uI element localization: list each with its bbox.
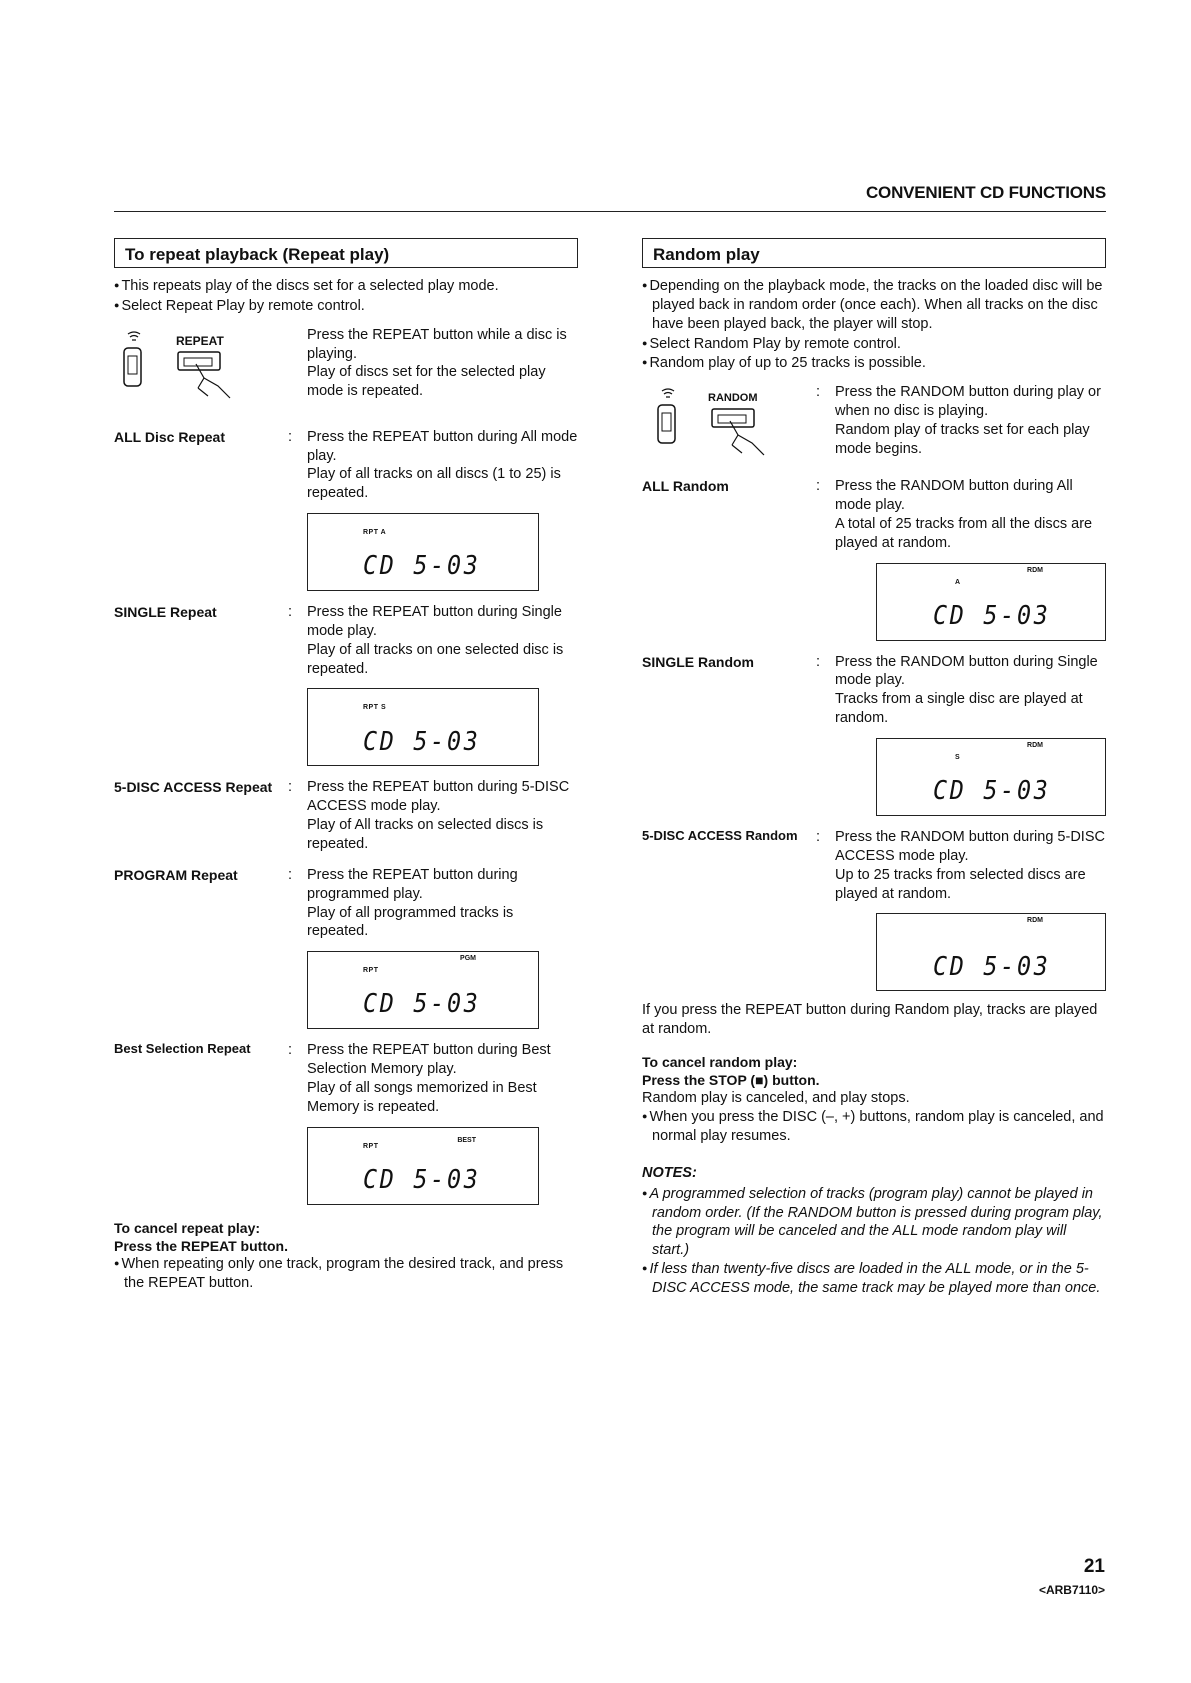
random-intro-line: ● Select Random Play by remote control. [642,335,1106,354]
lcd-display [876,913,1106,991]
mode-line: Tracks from a single disc are played at random. [835,691,1083,727]
lcd-readout: CD 5-03 [363,1164,481,1195]
model-code: <ARB7110> [1038,1583,1105,1597]
random-button-label: RANDOM [708,392,758,405]
lcd-indicator: RPT [363,1142,379,1150]
page-header: CONVENIENT CD FUNCTIONS [865,183,1106,202]
mode-description [307,1041,578,1116]
random-remote-block [642,383,1106,463]
repeat-button-label: REPEAT [176,333,224,348]
mode-program-repeat [114,866,578,941]
mode-colon: : [816,478,821,495]
mode-line: Press the RANDOM button during All mode play. [835,478,1073,514]
lcd-display [307,951,539,1029]
mode-single-random [642,653,1106,728]
mode-label: ALL Disc Repeat [114,428,225,445]
lcd-indicator-right: RDM [1027,917,1043,925]
mode-colon: : [288,779,293,796]
lcd-indicator-right: RDM [1027,741,1043,749]
mode-colon: : [288,428,293,445]
random-remote-line: Random play of tracks set for each play mode begins. [835,421,1090,457]
mode-line: A total of 25 tracks from all the discs are played at random. [835,515,1093,551]
repeat-remote-text [307,326,578,406]
mode-single-repeat [114,603,578,678]
mode-all-disc-repeat [114,428,578,503]
cancel-random-section [642,1053,1106,1146]
cancel-repeat-title: To cancel repeat play: [114,1219,261,1236]
lcd-indicator: RPT S [363,704,387,712]
lcd-indicator-right: PGM [460,955,476,963]
random-intro [642,277,1106,373]
mode-line: Press the REPEAT button during Best Selection Memory play. [307,1042,551,1078]
mode-label: 5-DISC ACCESS Random [642,827,798,843]
mode-line: Press the RANDOM button during Single mode play. [835,653,1098,689]
mode-line: Up to 25 tracks from selected discs are played at random. [835,866,1086,902]
repeat-remote-figure [114,326,307,406]
mode-description [835,477,1106,552]
cancel-repeat-section [114,1219,578,1293]
mode-line: Play of all songs memorized in Best Memory is repeated. [307,1079,537,1115]
repeat-remote-block [114,326,578,406]
repeat-intro-line: ● Select Repeat Play by remote control. [114,297,578,316]
repeat-remote-line: Press the REPEAT button while a disc is playing. [307,326,567,362]
cancel-random-title: To cancel random play: [642,1054,798,1071]
mode-line: Play of All tracks on selected discs is repeated. [307,817,544,852]
lcd-indicator-right: BEST [457,1136,476,1144]
lcd-display [876,738,1106,816]
mode-line: Play of all programmed tracks is repeated. [307,904,514,940]
mode-label: SINGLE Random [642,653,755,670]
notes-section [642,1164,1106,1298]
lcd-indicator-right: RDM [1027,566,1043,574]
repeat-remote-line: Play of discs set for the selected play mode is repeated. [307,364,546,400]
random-remote-figure [642,383,816,463]
lcd-readout: CD 5-03 [363,989,481,1020]
random-intro-line: ● Depending on the playback mode, the tracks on the loaded disc will be played back in random order (once each). When all tracks on the disc have been played back, the player will stop. [642,277,1106,334]
mode-label: SINGLE Repeat [114,604,217,621]
repeat-intro-line: ● This repeats play of the discs set for a selected play mode. [114,277,578,296]
mode-colon: : [816,828,821,845]
mode-label: PROGRAM Repeat [114,866,238,883]
lcd-readout: CD 5-03 [363,726,481,757]
lcd-indicator: RPT [363,967,379,975]
lcd-display [876,563,1106,641]
mode-description [307,428,578,503]
repeat-play-section [114,238,578,1293]
mode-label: 5-DISC ACCESS Repeat [114,779,273,796]
mode-line: Play of all tracks on all discs (1 to 25) is repeated. [307,466,561,502]
mode-all-random [642,477,1106,552]
mode-line: Press the REPEAT button during Single mode play. [307,604,562,639]
lcd-indicator: S [955,753,961,761]
random-repeat-note: If you press the REPEAT button during Random play, tracks are played at random. [642,1002,1098,1038]
hand-press-icon [176,350,246,400]
note-item: ● If less than twenty-five discs are loaded in the ALL mode, or in the 5-DISC ACCESS mode, the same track may be played more than once. [642,1260,1106,1298]
lcd-indicator: RPT A [363,529,387,537]
lcd-readout: CD 5-03 [933,951,1051,982]
mode-line: Play of all tracks on one selected disc is repeated. [307,641,564,677]
mode-5-disc-access-random [642,828,1106,903]
random-play-section [642,238,1106,1298]
lcd-readout: CD 5-03 [933,600,1051,631]
random-intro-line: ● Random play of up to 25 tracks is possible. [642,354,1106,373]
lcd-display [307,513,539,591]
mode-line: Press the REPEAT button during All mode play. [307,428,578,464]
mode-label: Best Selection Repeat [114,1041,251,1057]
mode-line: Press the REPEAT button during 5-DISC ACCESS mode play. [307,779,570,815]
cancel-repeat-action: Press the REPEAT button. [114,1237,288,1254]
lcd-display [307,1127,539,1205]
note-item: ● A programmed selection of tracks (program play) cannot be played in random order. (If the RANDOM button is pressed during program play, the program will be canceled and the ALL mode random play will start.) [642,1185,1106,1260]
notes-title: NOTES: [642,1164,697,1181]
mode-5-disc-access-repeat [114,778,578,853]
mode-label: ALL Random [642,478,729,495]
header-rule [114,211,1106,212]
lcd-readout: CD 5-03 [363,551,481,582]
random-remote-text [835,383,1106,463]
cancel-repeat-note: ● When repeating only one track, program the desired track, and press the REPEAT button. [114,1255,578,1293]
mode-colon: : [816,653,821,670]
mode-colon: : [816,384,821,401]
mode-colon: : [288,866,293,883]
mode-line: Press the RANDOM button during 5-DISC ACCESS mode play. [835,828,1105,864]
mode-description [835,653,1106,728]
repeat-play-title: To repeat playback (Repeat play) [114,238,578,268]
lcd-readout: CD 5-03 [933,776,1051,807]
lcd-display [307,688,539,766]
mode-line: Press the REPEAT button during programmed play. [307,866,518,902]
cancel-random-action: Press the STOP (■) button. [642,1072,820,1089]
random-play-title: Random play [642,238,1106,268]
random-remote-line: Press the RANDOM button during play or when no disc is playing. [835,384,1101,420]
mode-colon: : [288,1042,293,1059]
mode-description [307,778,578,853]
mode-description [307,866,578,941]
repeat-intro [114,277,578,316]
mode-colon: : [288,604,293,621]
lcd-indicator: A [955,578,961,586]
cancel-random-line: Random play is canceled, and play stops. [642,1090,910,1107]
mode-description [835,828,1106,903]
mode-description [307,603,578,678]
hand-press-icon [710,407,780,457]
cancel-random-line: ● When you press the DISC (–, +) buttons, random play is canceled, and normal play resumes. [642,1108,1106,1146]
mode-best-selection-repeat [114,1041,578,1116]
page-number: 21 [1083,1556,1105,1577]
